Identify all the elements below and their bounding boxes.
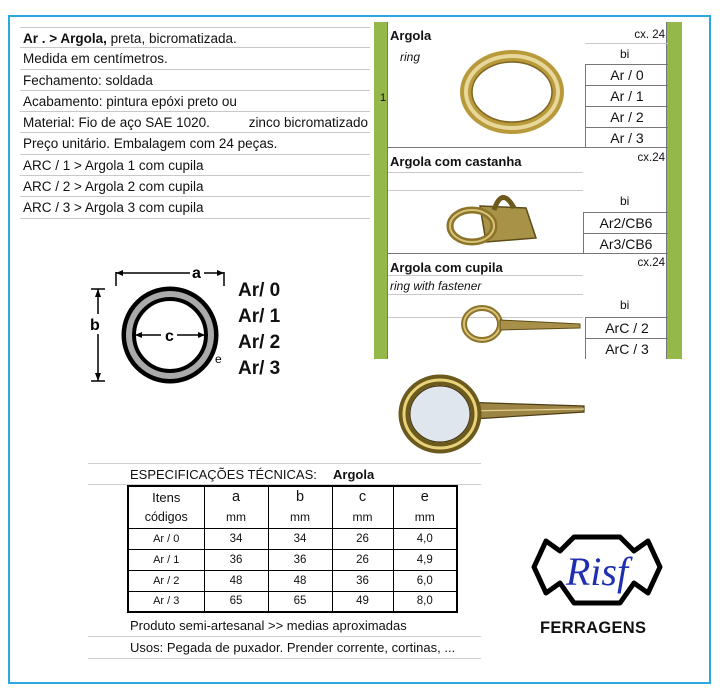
block-title: Argola com cupila [390, 260, 503, 275]
product-description [20, 27, 370, 219]
table-cell: 49 [332, 591, 393, 612]
table-cell: 36 [268, 549, 332, 570]
description-line: ARC / 1 > Argola 1 com cupila [20, 155, 370, 176]
table-cell: 4,0 [393, 528, 457, 549]
size-item: Ar/ 1 [238, 306, 281, 327]
unit-cell: códigos [128, 507, 204, 528]
box-quantity: cx.24 [637, 152, 665, 164]
dimension-label-c: c [165, 328, 174, 345]
catalog-block-argola [388, 22, 668, 148]
code-cell: Ar2/CB6 [583, 212, 668, 233]
column-header: b [268, 486, 332, 507]
box-quantity: cx.24 [637, 257, 665, 269]
dimension-label-a: a [192, 265, 201, 282]
unit-cell: mm [393, 507, 457, 528]
block-title: Argola com castanha [390, 154, 522, 169]
table-row [128, 591, 457, 612]
table-units-row [128, 507, 457, 528]
logo-mark: Risf [565, 549, 629, 594]
finish-label: bi [620, 298, 630, 312]
table-cell: 34 [268, 528, 332, 549]
size-item: Ar/ 3 [238, 358, 281, 379]
finish-label: bi [620, 194, 630, 208]
table-cell: 65 [204, 591, 268, 612]
size-item: Ar/ 2 [238, 332, 281, 353]
logo-text: FERRAGENS [540, 619, 647, 637]
block-title: Argola [390, 28, 432, 43]
logo-emblem [524, 527, 670, 619]
column-header: Itens [128, 486, 204, 507]
table-cell: Ar / 3 [128, 591, 204, 612]
code-cell: Ar / 0 [585, 64, 668, 85]
row-number: 1 [380, 92, 387, 104]
table-cell: 36 [332, 570, 393, 591]
size-item: Ar/ 0 [238, 280, 281, 301]
catalog-inner [387, 22, 667, 359]
unit-cell: mm [332, 507, 393, 528]
code-cell: Ar3/CB6 [583, 233, 668, 254]
dimension-label-b: b [90, 317, 100, 334]
unit-cell: mm [268, 507, 332, 528]
block-subtitle: ring [400, 50, 421, 64]
table-header-row [128, 486, 457, 507]
table-cell: 26 [332, 549, 393, 570]
description-line: ARC / 3 > Argola 3 com cupila [20, 197, 370, 218]
code-cell: ArC / 2 [585, 317, 668, 338]
catalog-block-cupila [388, 254, 668, 359]
table-cell: 6,0 [393, 570, 457, 591]
code-cell: ArC / 3 [585, 338, 668, 359]
spec-note: Produto semi-artesanal >> medias aproximadas [88, 615, 481, 637]
table-row [128, 549, 457, 570]
code-cell: Ar / 1 [585, 85, 668, 106]
spec-header [88, 463, 481, 485]
table-cell: Ar / 2 [128, 570, 204, 591]
table-cell: 34 [204, 528, 268, 549]
column-header: c [332, 486, 393, 507]
table-cell: 4,9 [393, 549, 457, 570]
code-cell: Ar / 3 [585, 127, 668, 148]
description-line: Preço unitário. Embalagem com 24 peças. [20, 133, 370, 154]
column-header: e [393, 486, 457, 507]
ring-with-pin-photo [398, 372, 588, 458]
table-cell: Ar / 0 [128, 528, 204, 549]
table-cell: 8,0 [393, 591, 457, 612]
dimension-label-e: e [215, 352, 222, 366]
spec-title: ESPECIFICAÇÕES TÉCNICAS: [130, 467, 317, 482]
catalog-panel [374, 22, 682, 359]
technical-specifications [88, 463, 481, 659]
table-row [128, 528, 457, 549]
block-subtitle: ring with fastener [390, 279, 482, 293]
size-list [238, 278, 280, 382]
description-line-title: Ar . > Argola, preta, bicromatizada. [20, 27, 370, 48]
description-line-material: Material: Fio de aço SAE 1020. zinco bicromatizado [20, 112, 370, 133]
unit-cell: mm [204, 507, 268, 528]
table-cell: Ar / 1 [128, 549, 204, 570]
description-line: Fechamento: soldada [20, 70, 370, 91]
spec-note: Usos: Pegada de puxador. Prender corrente, cortinas, ... [88, 637, 481, 659]
description-line: ARC / 2 > Argola 2 com cupila [20, 176, 370, 197]
spec-product: Argola [333, 467, 375, 482]
ring-image [456, 46, 568, 138]
ring-with-pin-image [458, 298, 588, 354]
box-quantity: cx. 24 [634, 29, 665, 41]
description-line: Acabamento: pintura epóxi preto ou [20, 91, 370, 112]
column-header: a [204, 486, 268, 507]
table-cell: 36 [204, 549, 268, 570]
spec-table [127, 485, 458, 613]
description-line: Medida em centímetros. [20, 48, 370, 69]
ring-with-plate-image [442, 178, 542, 250]
risf-logo [524, 527, 670, 639]
table-cell: 48 [204, 570, 268, 591]
catalog-block-castanha [388, 148, 668, 254]
table-cell: 26 [332, 528, 393, 549]
table-cell: 65 [268, 591, 332, 612]
table-cell: 48 [268, 570, 332, 591]
finish-label: bi [620, 47, 630, 61]
code-cell: Ar / 2 [585, 106, 668, 127]
table-row [128, 570, 457, 591]
